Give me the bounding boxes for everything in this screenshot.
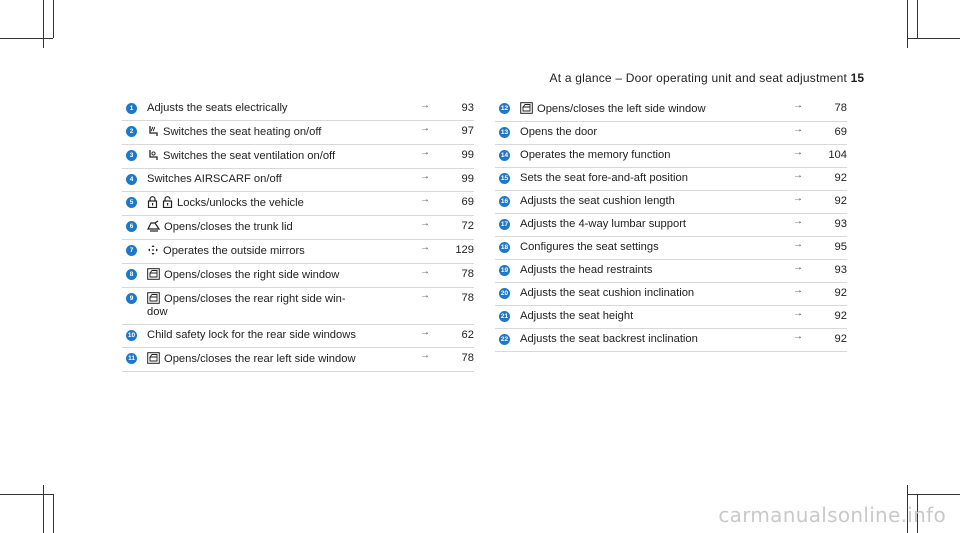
item-text: Switches the seat heating on/off — [163, 126, 322, 138]
item-text: Adjusts the seat backrest inclination — [520, 333, 698, 345]
item-text: Adjusts the seat cushion length — [520, 195, 675, 207]
item-number-badge: 5 — [126, 197, 137, 208]
legend-row — [122, 325, 474, 348]
item-text: Sets the seat fore-and-aft position — [520, 172, 688, 184]
legend-row — [122, 348, 474, 372]
mirror-adjust-icon — [147, 244, 159, 256]
item-description — [147, 244, 420, 258]
item-text: Child safety lock for the rear side windows — [147, 329, 356, 341]
item-number-badge: 15 — [500, 175, 509, 182]
legend-row — [122, 98, 474, 121]
page-reference[interactable]: 92 — [834, 195, 847, 207]
item-text: Adjusts the seat cushion inclination — [520, 287, 695, 299]
item-description — [520, 102, 793, 116]
item-description — [147, 268, 420, 282]
item-number-badge: 19 — [500, 267, 509, 274]
item-number-badge: 9 — [126, 293, 137, 304]
watermark: carmanualsonline.info — [718, 503, 946, 527]
page-reference-arrow: → — [420, 327, 430, 338]
page-reference[interactable]: 78 — [461, 352, 474, 364]
page-reference[interactable]: 93 — [834, 218, 847, 230]
page-reference-arrow: → — [793, 331, 803, 342]
item-number-badge: 2 — [126, 126, 137, 137]
page-reference-arrow: → — [420, 290, 430, 301]
page-reference-arrow: → — [420, 266, 430, 277]
item-number-badge: 18 — [500, 244, 509, 251]
legend-row — [495, 191, 847, 214]
item-number-badge: 8 — [126, 269, 137, 280]
item-text: Adjusts the head restraints — [520, 264, 653, 276]
crop-mark — [43, 0, 44, 48]
page-reference[interactable]: 62 — [461, 329, 474, 341]
page-reference-arrow: → — [420, 147, 430, 158]
window-icon — [147, 292, 160, 304]
page-reference[interactable]: 97 — [461, 125, 474, 137]
item-text: Locks/unlocks the vehicle — [177, 197, 304, 209]
legend-row — [495, 145, 847, 168]
item-description — [520, 218, 793, 231]
page-reference-arrow: → — [420, 242, 430, 253]
page-reference-arrow: → — [420, 171, 430, 182]
page-reference[interactable]: 92 — [834, 287, 847, 299]
legend-row — [495, 237, 847, 260]
page-reference-arrow: → — [793, 124, 803, 135]
page-reference-arrow: → — [793, 285, 803, 296]
item-number-badge: 11 — [126, 353, 137, 364]
item-description — [520, 241, 793, 254]
item-text: Adjusts the 4-way lumbar support — [520, 218, 687, 230]
item-number-badge: 10 — [127, 332, 136, 339]
legend-row — [495, 214, 847, 237]
page-reference[interactable]: 78 — [461, 292, 474, 304]
crop-mark — [0, 38, 53, 39]
legend-row — [495, 260, 847, 283]
running-head: At a glance – Door operating unit and seat adjustment — [549, 71, 847, 85]
page-reference[interactable]: 78 — [834, 102, 847, 114]
crop-mark — [0, 494, 53, 495]
item-number-badge: 7 — [126, 245, 137, 256]
item-description — [520, 126, 793, 139]
page-reference-arrow: → — [420, 350, 430, 361]
item-text: Switches AIRSCARF on/off — [147, 173, 282, 185]
item-text: Opens/closes the rear right side win- dow — [147, 293, 346, 318]
item-number-badge: 6 — [126, 221, 137, 232]
item-number-badge: 14 — [500, 152, 509, 159]
page-reference-arrow: → — [420, 218, 430, 229]
item-description — [520, 333, 793, 346]
item-description — [520, 149, 793, 162]
item-description — [520, 287, 793, 300]
page-reference-arrow: → — [420, 123, 430, 134]
item-number-badge: 4 — [126, 174, 137, 185]
item-number-badge: 22 — [500, 336, 509, 343]
unlock-icon — [162, 196, 173, 208]
page-reference[interactable]: 72 — [461, 220, 474, 232]
crop-mark — [907, 38, 960, 39]
item-text: Operates the memory function — [520, 149, 671, 161]
page-reference-arrow: → — [793, 193, 803, 204]
item-text: Opens/closes the left side window — [537, 103, 706, 115]
page-reference-arrow: → — [793, 147, 803, 158]
page-reference[interactable]: 93 — [461, 102, 474, 114]
window-icon — [520, 102, 533, 114]
item-number-badge: 17 — [500, 221, 509, 228]
page-reference[interactable]: 99 — [461, 173, 474, 185]
page-reference-arrow: → — [793, 170, 803, 181]
page-reference-arrow: → — [420, 194, 430, 205]
crop-mark — [907, 0, 908, 48]
crop-mark — [53, 494, 54, 533]
item-description — [147, 102, 420, 115]
item-text: Adjusts the seats electrically — [147, 102, 288, 114]
crop-mark — [43, 485, 44, 533]
item-description — [147, 149, 420, 163]
crop-mark — [917, 0, 918, 38]
item-text: Opens/closes the right side window — [164, 269, 340, 281]
item-description — [147, 292, 420, 319]
item-number-badge: 20 — [500, 290, 509, 297]
page-reference-arrow: → — [420, 100, 430, 111]
item-text: Switches the seat ventilation on/off — [163, 150, 336, 162]
left-legend-list — [122, 98, 474, 372]
page-reference[interactable]: 104 — [828, 149, 847, 161]
page-reference[interactable]: 92 — [834, 310, 847, 322]
item-description — [520, 172, 793, 185]
trunk-icon — [147, 220, 160, 232]
page-reference[interactable]: 92 — [834, 333, 847, 345]
item-text: Configures the seat settings — [520, 241, 659, 253]
page-reference[interactable]: 99 — [461, 149, 474, 161]
legend-row — [122, 216, 474, 240]
item-text: Opens the door — [520, 126, 598, 138]
seat-heating-icon — [147, 125, 159, 137]
legend-row — [495, 283, 847, 306]
legend-row — [495, 168, 847, 191]
item-description — [520, 310, 793, 323]
item-description — [147, 196, 420, 210]
legend-row — [122, 240, 474, 264]
item-number-badge: 13 — [500, 129, 509, 136]
item-text: Adjusts the seat height — [520, 310, 634, 322]
page-reference[interactable]: 69 — [461, 196, 474, 208]
item-description — [147, 125, 420, 139]
legend-row — [122, 264, 474, 288]
legend-row — [122, 169, 474, 192]
legend-row — [495, 329, 847, 352]
legend-row — [122, 288, 474, 325]
lock-icon — [147, 196, 158, 208]
page-reference[interactable]: 93 — [834, 264, 847, 276]
item-text: Opens/closes the rear left side window — [164, 353, 356, 365]
page-reference-arrow: → — [793, 239, 803, 250]
page-reference-arrow: → — [793, 100, 803, 111]
page-number: 15 — [850, 71, 864, 85]
item-text: Operates the outside mirrors — [163, 245, 305, 257]
page-reference-arrow: → — [793, 262, 803, 273]
legend-row — [495, 122, 847, 145]
page-reference[interactable]: 95 — [834, 241, 847, 253]
item-number-badge: 1 — [126, 103, 137, 114]
crop-mark — [53, 0, 54, 38]
seat-ventilation-icon — [147, 149, 159, 161]
window-icon — [147, 268, 160, 280]
item-description — [147, 329, 420, 342]
item-description — [520, 264, 793, 277]
item-number-badge: 16 — [500, 198, 509, 205]
legend-row — [122, 192, 474, 216]
page-reference[interactable]: 92 — [834, 172, 847, 184]
item-description — [147, 173, 420, 186]
right-legend-list — [495, 98, 847, 352]
item-description — [147, 220, 420, 234]
page-reference-arrow: → — [793, 216, 803, 227]
legend-row — [495, 98, 847, 122]
item-description — [520, 195, 793, 208]
item-number-badge: 3 — [126, 150, 137, 161]
item-number-badge: 21 — [500, 313, 509, 320]
crop-mark — [907, 494, 960, 495]
page-reference[interactable]: 69 — [834, 126, 847, 138]
item-description — [147, 352, 420, 366]
page-reference[interactable]: 129 — [455, 244, 474, 256]
item-number-badge: 12 — [500, 105, 509, 112]
legend-row — [495, 306, 847, 329]
legend-row — [122, 145, 474, 169]
legend-row — [122, 121, 474, 145]
window-icon — [147, 352, 160, 364]
page-reference-arrow: → — [793, 308, 803, 319]
item-text: Opens/closes the trunk lid — [164, 221, 293, 233]
page-reference[interactable]: 78 — [461, 268, 474, 280]
